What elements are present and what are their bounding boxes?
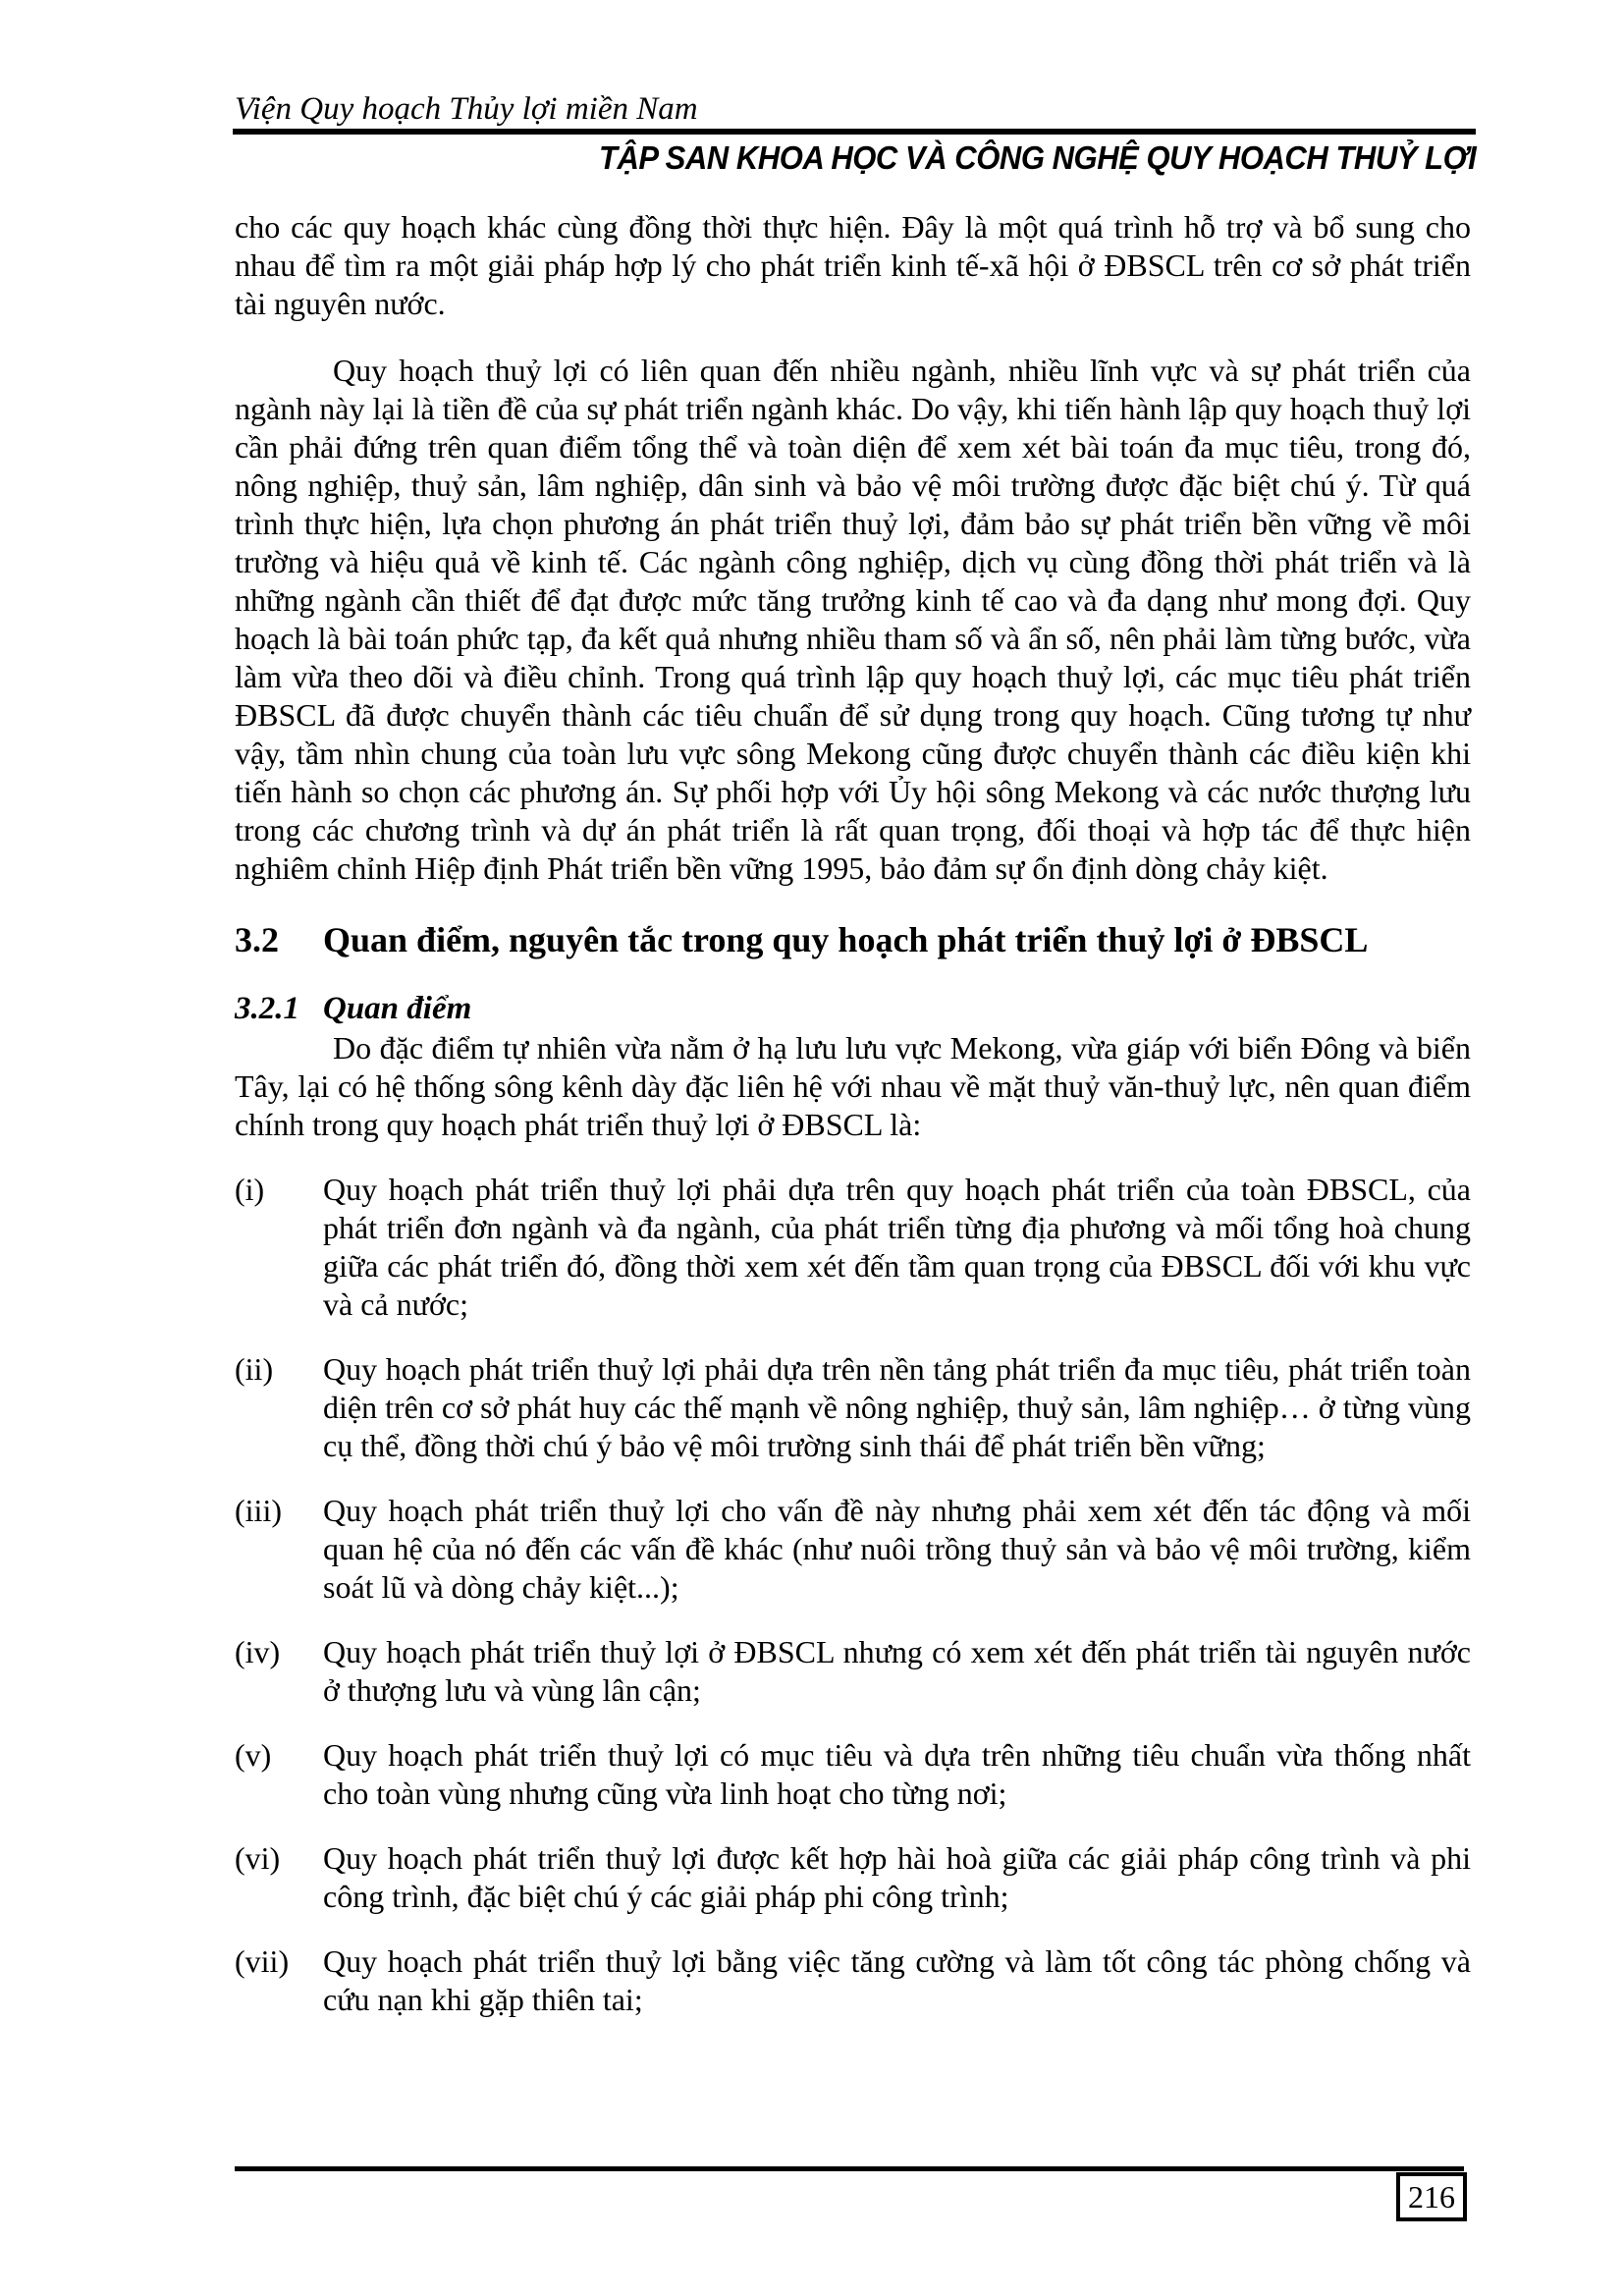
section-heading xyxy=(235,918,1471,961)
list-item-label: (ii) xyxy=(235,1351,274,1387)
list-item xyxy=(235,1942,1471,2019)
journal-title: TẬP SAN KHOA HỌC VÀ CÔNG NGHỆ QUY HOẠCH THUỶ LỢI xyxy=(598,139,1476,176)
list-item-text: Quy hoạch phát triển thuỷ lợi phải dựa trên quy hoạch phát triển của toàn ĐBSCL, của phát triển đơn ngành và đa ngành, của phát triển từng địa phương và mối tổng hoà chung giữa các phát triển đó, đồng thời xem xét đến tầm quan trọng của ĐBSCL đối với khu vực và cả nước; xyxy=(323,1172,1471,1322)
list-item xyxy=(235,1492,1471,1607)
list-item-text: Quy hoạch phát triển thuỷ lợi bằng việc tăng cường và làm tốt công tác phòng chống và cứu nạn khi gặp thiên tai; xyxy=(323,1943,1471,2017)
paragraph: Do đặc điểm tự nhiên vừa nằm ở hạ lưu lưu vực Mekong, vừa giáp với biển Đông và biển Tây, lại có hệ thống sông kênh dày đặc liên hệ với nhau về mặt thuỷ văn-thuỷ lực, nên quan điểm chính trong quy hoạch phát triển thuỷ lợi ở ĐBSCL là: xyxy=(235,1030,1471,1142)
footer-rule xyxy=(235,2166,1464,2171)
paragraph: cho các quy hoạch khác cùng đồng thời thực hiện. Đây là một quá trình hỗ trợ và bổ sung cho nhau để tìm ra một giải pháp hợp lý cho phát triển kinh tế-xã hội ở ĐBSCL trên cơ sở phát triển tài nguyên nước. xyxy=(235,209,1471,321)
list-item xyxy=(235,1839,1471,1916)
list-item-label: (i) xyxy=(235,1172,265,1207)
list-item-label: (iv) xyxy=(235,1634,281,1669)
list-item xyxy=(235,1350,1471,1465)
section-number: 3.2 xyxy=(235,920,279,959)
list-item xyxy=(235,1736,1471,1813)
list-item-text: Quy hoạch phát triển thuỷ lợi ở ĐBSCL nhưng có xem xét đến phát triển tài nguyên nước ở thượng lưu và vùng lân cận; xyxy=(323,1634,1471,1708)
header-rule xyxy=(233,129,1476,135)
subsection-heading xyxy=(235,988,1471,1029)
list-item xyxy=(235,1633,1471,1710)
list-item-text: Quy hoạch phát triển thuỷ lợi cho vấn đề này nhưng phải xem xét đến tác động và mối quan hệ của nó đến các vấn đề khác (như nuôi trồng thuỷ sản và bảo vệ môi trường, kiểm soát lũ và dòng chảy kiệt...); xyxy=(323,1493,1471,1605)
page-number: 216 xyxy=(1408,2178,1455,2214)
organization-name: Viện Quy hoạch Thủy lợi miền Nam xyxy=(235,91,698,127)
list-item-text: Quy hoạch phát triển thuỷ lợi phải dựa trên nền tảng phát triển đa mục tiêu, phát triển toàn diện trên cơ sở phát huy các thế mạnh về nông nghiệp, thuỷ sản, lâm nghiệp… ở từng vùng cụ thể, đồng thời chú ý bảo vệ môi trường sinh thái để phát triển bền vững; xyxy=(323,1351,1471,1463)
list-item-label: (iii) xyxy=(235,1493,282,1528)
list-item-label: (v) xyxy=(235,1737,272,1773)
numbered-list xyxy=(235,1171,1471,2019)
list-item-text: Quy hoạch phát triển thuỷ lợi được kết hợp hài hoà giữa các giải pháp công trình và phi công trình, đặc biệt chú ý các giải pháp phi công trình; xyxy=(323,1840,1471,1914)
subsection-number: 3.2.1 xyxy=(235,991,299,1026)
paragraph: Quy hoạch thuỷ lợi có liên quan đến nhiều ngành, nhiều lĩnh vực và sự phát triển của ngành này lại là tiền đề của sự phát triển ngành khác. Do vậy, khi tiến hành lập quy hoạch thuỷ lợi cần phải đứng trên quan điểm tổng thể và toàn diện để xem xét bài toán đa mục tiêu, trong đó, nông nghiệp, thuỷ sản, lâm nghiệp, dân sinh và bảo vệ môi trường được đặc biệt chú ý. Từ quá trình thực hiện, lựa chọn phương án phát triển thuỷ lợi, đảm bảo sự phát triển bền vững về môi trường và hiệu quả về kinh tế. Các ngành công nghiệp, dịch vụ cùng đồng thời phát triển và là những ngành cần thiết để đạt được mức tăng trưởng kinh tế cao và đa dạng như mong đợi. Quy hoạch là bài toán phức tạp, đa kết quả nhưng nhiều tham số và ẩn số, nên phải làm từng bước, vừa làm vừa theo dõi và điều chỉnh. Trong quá trình lập quy hoạch thuỷ lợi, các mục tiêu phát triển ĐBSCL đã được chuyển thành các tiêu chuẩn để sử dụng trong quy hoạch. Cũng tương tự như vậy, tầm nhìn chung của toàn lưu vực sông Mekong cũng được chuyển thành các điều kiện khi tiến hành so chọn các phương án. Sự phối hợp với Ủy hội sông Mekong và các nước thượng lưu trong các chương trình và dự án phát triển là rất quan trọng, đối thoại và hợp tác để thực hiện nghiêm chỉnh Hiệp định Phát triển bền vững 1995, bảo đảm sự ổn định dòng chảy kiệt. xyxy=(235,353,1471,886)
section-title: Quan điểm, nguyên tắc trong quy hoạch phát triển thuỷ lợi ở ĐBSCL xyxy=(323,920,1369,959)
list-item-text: Quy hoạch phát triển thuỷ lợi có mục tiêu và dựa trên những tiêu chuẩn vừa thống nhất cho toàn vùng nhưng cũng vừa linh hoạt cho từng nơi; xyxy=(323,1737,1471,1811)
page-body xyxy=(235,208,1471,2019)
page-number-box xyxy=(1396,2172,1467,2221)
list-item xyxy=(235,1171,1471,1324)
list-item-label: (vii) xyxy=(235,1943,290,1979)
subsection-title: Quan điểm xyxy=(323,991,472,1026)
list-item-label: (vi) xyxy=(235,1840,281,1876)
